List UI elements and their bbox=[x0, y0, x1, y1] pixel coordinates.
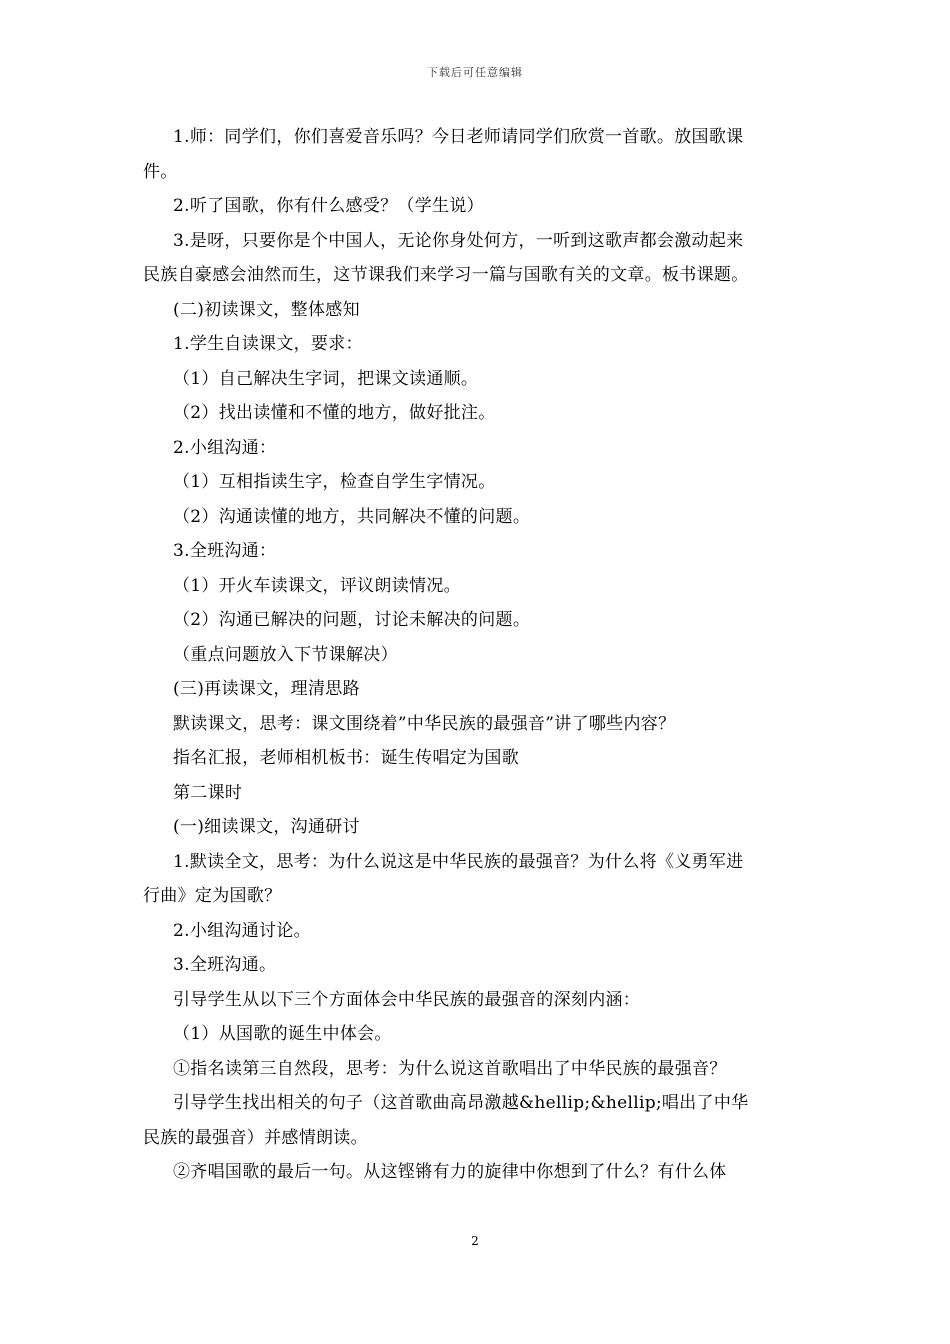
paragraph-line: 3.全班沟通： bbox=[173, 541, 277, 561]
paragraph-line: （2）沟通已解决的问题，讨论未解决的问题。 bbox=[173, 610, 531, 630]
paragraph-line: 行曲》定为国歌？ bbox=[143, 886, 282, 906]
paragraph-line: 3.全班沟通。 bbox=[173, 955, 277, 975]
paragraph-line: （1）从国歌的诞生中体会。 bbox=[173, 1024, 392, 1044]
paragraph-line: (一)细读课文，沟通研讨 bbox=[173, 817, 360, 837]
paragraph-line: （重点问题放入下节课解决） bbox=[173, 644, 398, 665]
paragraph-line: （2）沟通读懂的地方，共同解决不懂的问题。 bbox=[173, 506, 531, 527]
paragraph-line: （2）找出读懂和不懂的地方，做好批注。 bbox=[173, 403, 496, 423]
paragraph-line: （1）开火车读课文，评议朗读情况。 bbox=[173, 575, 461, 596]
paragraph-line: (三)再读课文，理清思路 bbox=[173, 679, 360, 699]
paragraph-line: 件。 bbox=[143, 161, 178, 182]
paragraph-line: 民族的最强音）并感情朗读。 bbox=[143, 1127, 368, 1148]
page-number: 2 bbox=[471, 1234, 479, 1248]
paragraph-line: 3.是呀，只要你是个中国人，无论你身处何方，一听到这歌声都会激动起来 bbox=[173, 230, 744, 251]
paragraph-line: 1.默读全文，思考：为什么说这是中华民族的最强音？为什么将《义勇军进 bbox=[173, 851, 744, 872]
paragraph-line: 民族自豪感会油然而生，这节课我们来学习一篇与国歌有关的文章。板书课题。 bbox=[143, 265, 749, 285]
paragraph-line: 指名汇报，老师相机板书：诞生传唱定为国歌 bbox=[173, 748, 519, 768]
paragraph-line: 引导学生找出相关的句子（这首歌曲高昂激越&hellip;&hellip;唱出了中华 bbox=[173, 1093, 749, 1113]
paragraph-line: （1）自己解决生字词，把课文读通顺。 bbox=[173, 368, 479, 389]
paragraph-line: 2.听了国歌，你有什么感受？（学生说） bbox=[173, 196, 484, 216]
page-header: 下载后可任意编辑 bbox=[427, 66, 523, 79]
paragraph-line: 1.师：同学们，你们喜爱音乐吗？今日老师请同学们欣赏一首歌。放国歌课 bbox=[173, 127, 744, 147]
paragraph-line: 1.学生自读课文，要求： bbox=[173, 334, 363, 354]
paragraph-line: 第二课时 bbox=[173, 782, 243, 803]
paragraph-line: （1）互相指读生字，检查自学生字情况。 bbox=[173, 472, 496, 492]
document-body bbox=[143, 120, 809, 1190]
paragraph-line: (二)初读课文，整体感知 bbox=[173, 299, 360, 320]
paragraph-line: 2.小组沟通： bbox=[173, 437, 277, 458]
paragraph-line: 默读课文，思考：课文围绕着”中华民族的最强音”讲了哪些内容？ bbox=[173, 713, 676, 734]
paragraph-line: ①指名读第三自然段，思考：为什么说这首歌唱出了中华民族的最强音？ bbox=[173, 1058, 727, 1079]
paragraph-line: 2.小组沟通讨论。 bbox=[173, 920, 311, 941]
paragraph-line: 引导学生从以下三个方面体会中华民族的最强音的深刻内涵： bbox=[173, 989, 641, 1010]
paragraph-line: ②齐唱国歌的最后一句。从这铿锵有力的旋律中你想到了什么？有什么体 bbox=[173, 1162, 727, 1182]
